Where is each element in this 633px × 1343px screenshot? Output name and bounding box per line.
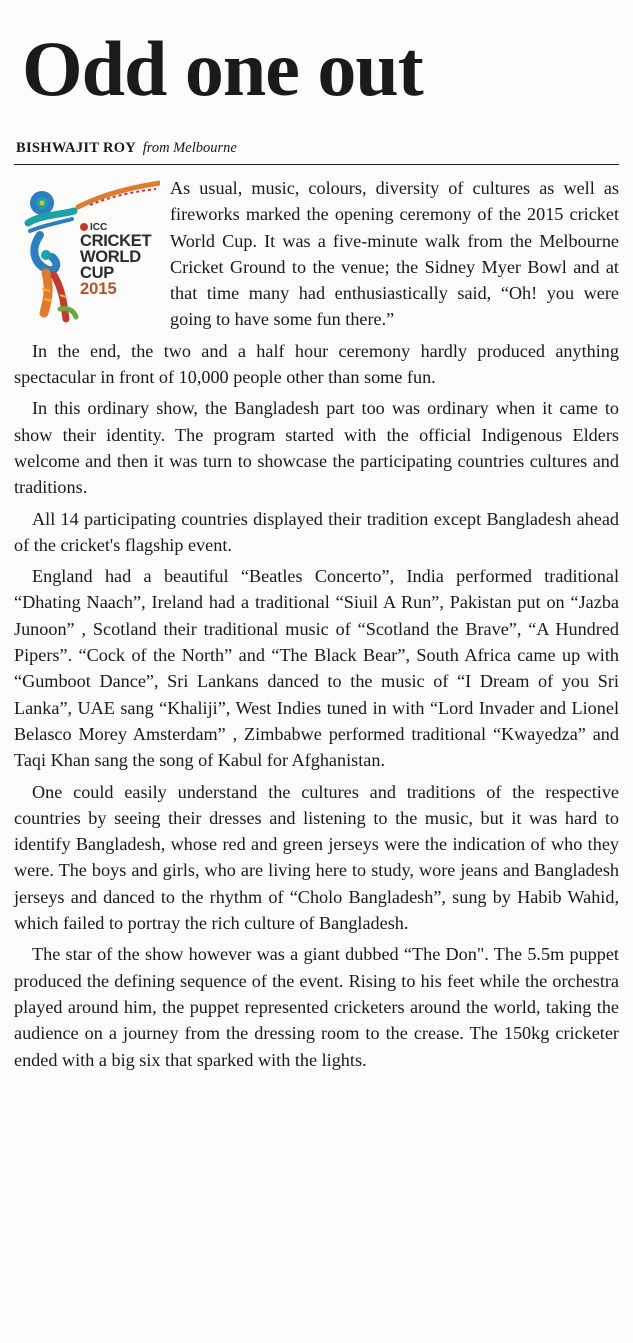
- byline-rule: [14, 164, 619, 165]
- paragraph-5: England had a beautiful “Beatles Concerto”, India performed traditional “Dhating Naach”, Ireland had a traditional “Siuil A Run”, Pakistan put on “Jazba Junoon” , Scotland their traditional music of “Scotland the Brave”, “A Hundred Pipers”. “Cock of the North” and “The Black Bear”, South Africa came up with “Gumboot Dance”, Sri Lankans danced to the music of “I Dream of you Sri Lanka”, UAE sang “Khaliji”, West Indies tuned in with “Lord Invader and Lionel Belasco Morey Amsterdam” , Zimbabwe performed traditional “Kwayedza” and Taqi Khan sang the song of Kabul for Afghanistan.: [14, 566, 619, 771]
- byline-author: BISHWAJIT ROY: [16, 140, 137, 156]
- paragraph-1: As usual, music, colours, diversity of cultures as well as fireworks marked the opening ceremony of the 2015 cricket World Cup. It was a five-minute walk from the Melbourne Cricket Ground to the venue; the Sidney Myer Bowl and at that time many had enthusiastically said, “Oh! you were going to have some fun there.”: [170, 178, 619, 330]
- world-cup-logo-text: [80, 223, 151, 297]
- byline-location: from Melbourne: [142, 140, 237, 156]
- paragraph-6: One could easily understand the cultures and traditions of the respective countries by seeing their dresses and listening to the music, but it was hard to identify Bangladesh, whose red and green jerseys were the indication of who they were. The boys and girls, who are living here to study, wore jeans and Bangladesh jerseys and danced to the rhythm of “Cholo Bangladesh”, sung by Habib Wahid, which failed to portray the rich culture of Bangladesh.: [14, 781, 619, 934]
- newspaper-page: [0, 25, 633, 1343]
- icc-label: ICC: [90, 222, 108, 233]
- world-cup-logo: [20, 179, 160, 329]
- logo-word-world: WORLD: [80, 247, 141, 266]
- headline: Odd one out: [22, 25, 423, 112]
- paragraph-4: All 14 participating countries displayed their tradition except Bangladesh ahead of the cricket's flagship event.: [14, 508, 619, 555]
- paragraph-2: In the end, the two and a half hour ceremony hardly produced anything spectacular in front of 10,000 people other than some fun.: [14, 340, 619, 388]
- logo-word-cricket: CRICKET: [80, 231, 152, 250]
- logo-word-cup: CUP: [80, 264, 114, 283]
- paragraph-7: The star of the show however was a giant dubbed “The Don". The 5.5m puppet produced the defining sequence of the event. Rising to his feet while the orchestra played around him, the puppet represented cricketers around the world, taking the audience on a journey from the dressing room to the crease. The 150kg cricketer ended with a big six that sparked with the lights.: [14, 944, 619, 1070]
- article-body: [14, 175, 619, 1073]
- paragraph-3: In this ordinary show, the Bangladesh part too was ordinary when it came to show their identity. The program started with the official Indigenous Elders welcome and then it was turn to showcase the participating countries cultures and traditions.: [14, 398, 619, 498]
- byline: [14, 140, 619, 157]
- logo-year: 2015: [80, 280, 117, 299]
- icc-dot-icon: [80, 223, 88, 231]
